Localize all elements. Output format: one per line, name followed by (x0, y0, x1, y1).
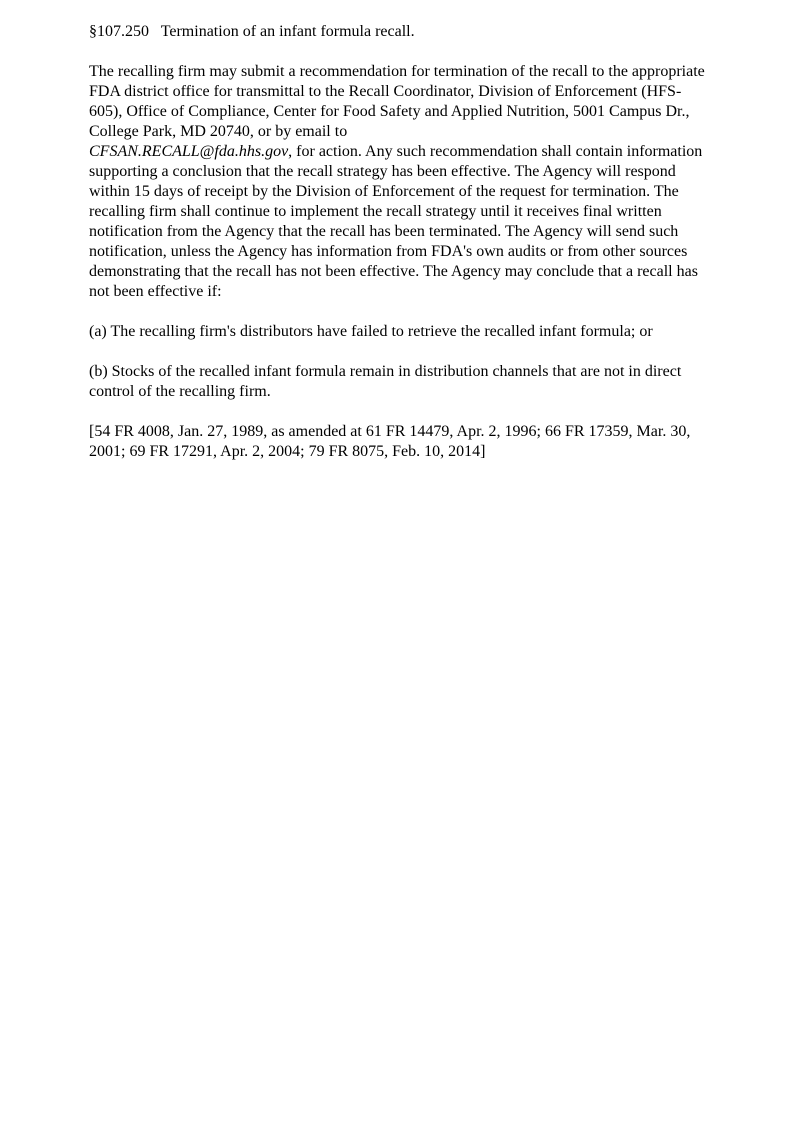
intro-paragraph (89, 62, 713, 302)
section-title: Termination of an infant formula recall. (160, 23, 415, 40)
section-number: §107.250 (89, 23, 149, 40)
email-link[interactable]: CFSAN.RECALL@fda.hhs.gov (89, 143, 289, 160)
list-item-b: (b) Stocks of the recalled infant formula remain in distribution channels that are not in direct control of the recalling firm. (89, 363, 682, 400)
section-heading (89, 22, 713, 42)
intro-text-part1: The recalling firm may submit a recommendation for termination of the recall to the appropriate FDA district office for transmittal to the Recall Coordinator, Division of Enforcement (HFS-605), Office of Compliance, Center for Food Safety and Applied Nutrition, 5001 Campus Dr., College Park, MD 20740, or by email to (89, 63, 705, 140)
citation: [54 FR 4008, Jan. 27, 1989, as amended at 61 FR 14479, Apr. 2, 1996; 66 FR 17359, Mar. 30, 2001; 69 FR 17291, Apr. 2, 2004; 79 FR 8075, Feb. 10, 2014] (89, 423, 691, 460)
document-page (89, 22, 713, 482)
intro-text-part2: , for action. Any such recommendation shall contain information supporting a conclusion that the recall strategy has been effective. The Agency will respond within 15 days of receipt by the Division of Enforcement of the request for termination. The recalling firm shall continue to implement the recall strategy until it receives final written notification from the Agency that the recall has been terminated. The Agency will send such notification, unless the Agency has information from FDA's own audits or from other sources demonstrating that the recall has not been effective. The Agency may conclude that a recall has not been effective if: (89, 143, 703, 300)
list-item-a: (a) The recalling firm's distributors have failed to retrieve the recalled infant formula; or (89, 323, 653, 340)
